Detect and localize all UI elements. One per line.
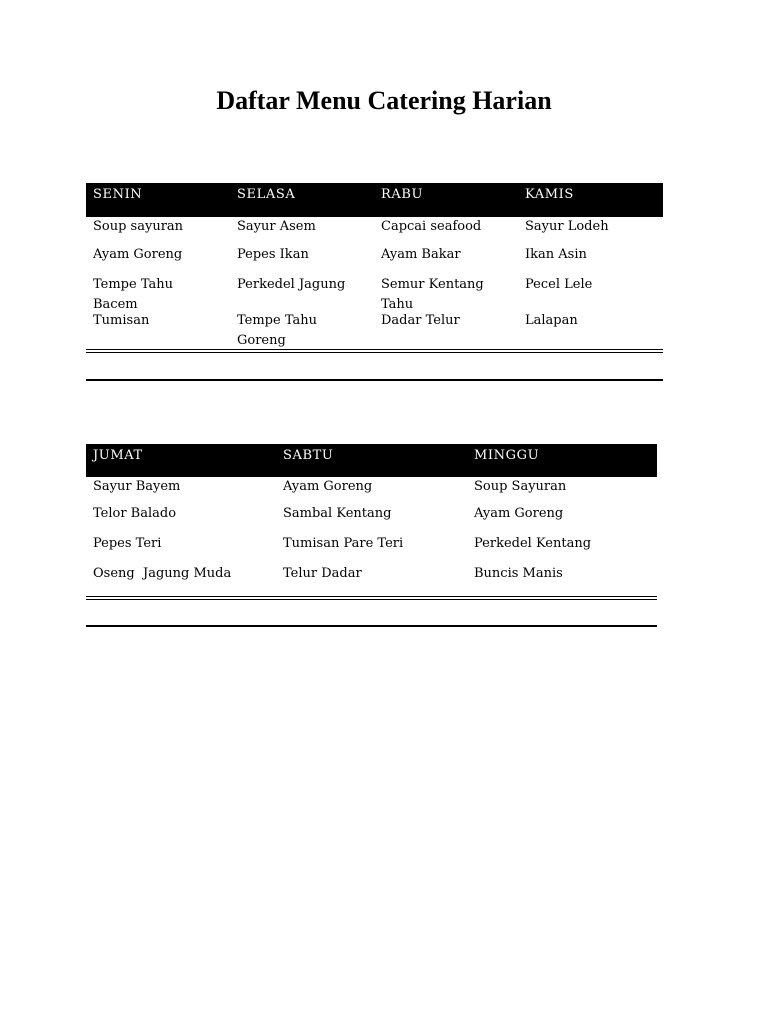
table-cell: Tumisan (93, 313, 150, 328)
table-cell: Capcai seafood (381, 219, 482, 234)
table-cell: Tempe Tahu Goreng (237, 313, 317, 348)
table-bottom-border (86, 379, 663, 381)
table-cell: Sayur Bayem (93, 479, 181, 494)
table-header-row (86, 183, 663, 217)
header-kamis: KAMIS (525, 187, 574, 202)
table-cell: Ayam Bakar (381, 247, 461, 262)
table-cell: Sayur Asem (237, 219, 316, 234)
table-cell: Soup sayuran (93, 219, 184, 234)
table-cell: Ayam Goreng (283, 479, 373, 494)
table-cell: Sambal Kentang (283, 506, 392, 521)
header-jumat: JUMAT (93, 448, 143, 463)
table-cell: Tumisan Pare Teri (283, 536, 404, 551)
page-title: Daftar Menu Catering Harian (216, 86, 552, 115)
table-cell: Perkedel Kentang (474, 536, 592, 551)
table-cell: Sayur Lodeh (525, 219, 609, 234)
table-cell: Perkedel Jagung (237, 277, 346, 292)
table-cell: Lalapan (525, 313, 578, 328)
table-cell: Pepes Ikan (237, 247, 309, 262)
table-cell: Dadar Telur (381, 313, 460, 328)
header-senin: SENIN (93, 187, 143, 202)
table-cell: Ikan Asin (525, 247, 587, 262)
table-bottom-border (86, 625, 657, 627)
table-cell: Telur Dadar (283, 566, 362, 581)
header-minggu: MINGGU (474, 448, 540, 463)
table-divider (86, 599, 657, 600)
header-rabu: RABU (381, 187, 424, 202)
table-cell: Oseng Jagung Muda (93, 566, 232, 581)
table-cell: Pepes Teri (93, 536, 162, 551)
header-selasa: SELASA (237, 187, 296, 202)
table-header-row (86, 444, 657, 477)
table-cell: Ayam Goreng (93, 247, 183, 262)
table-divider (86, 352, 663, 353)
table-cell: Pecel Lele (525, 277, 593, 292)
table-cell: Soup Sayuran (474, 479, 567, 494)
table-cell: Semur Kentang Tahu (381, 277, 484, 312)
table-cell: Buncis Manis (474, 566, 563, 581)
table-cell: Telor Balado (93, 506, 177, 521)
header-sabtu: SABTU (283, 448, 334, 463)
table-divider (86, 349, 663, 350)
table-divider (86, 596, 657, 597)
table-cell: Ayam Goreng (474, 506, 564, 521)
table-cell: Tempe Tahu Bacem (93, 277, 173, 312)
